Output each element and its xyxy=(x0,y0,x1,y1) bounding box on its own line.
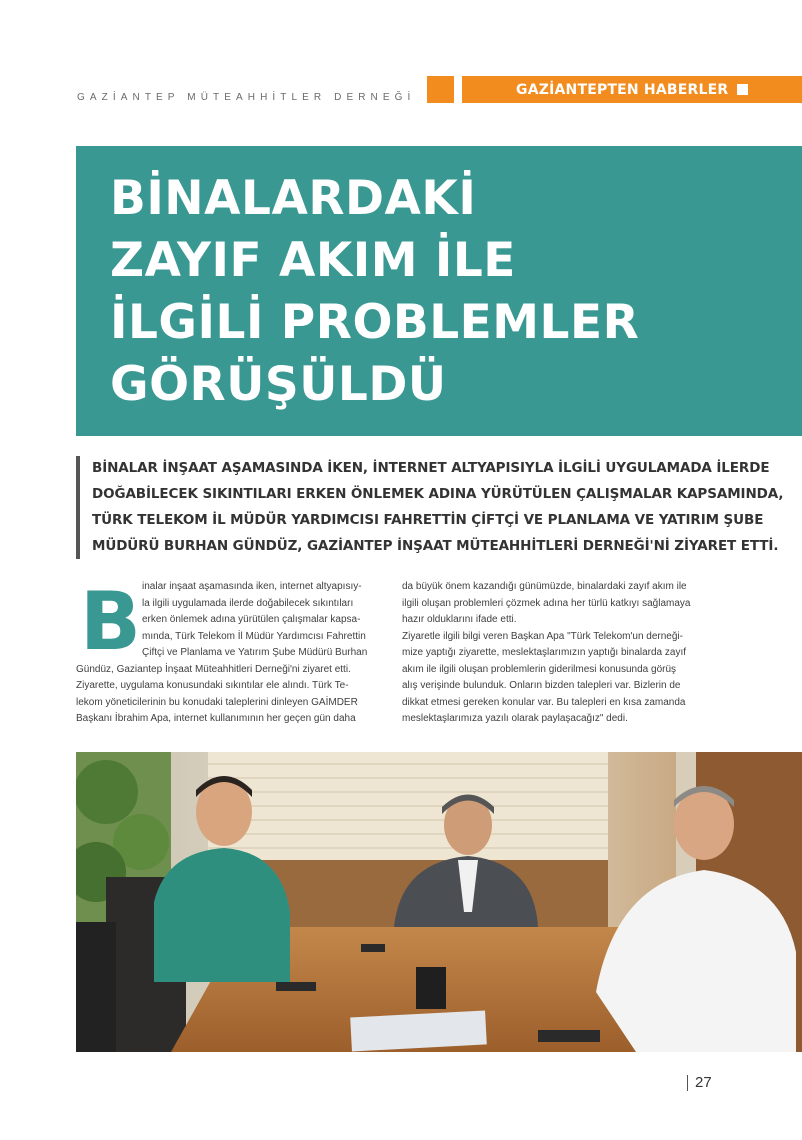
folio-divider xyxy=(687,1075,688,1091)
article-title xyxy=(76,146,802,416)
body-line: la ilgili uygulamada ilerde doğabilecek sıkıntıları xyxy=(142,597,354,609)
body-line: da büyük önem kazandığı günümüzde, binalardaki zayıf akım ile xyxy=(402,581,687,592)
body-line: Gündüz, Gaziantep İnşaat Müteahhitleri Derneği'ni ziyaret etti. xyxy=(76,663,351,675)
body-line: Ziyaretle ilgili bilgi veren Başkan Apa "Türk Telekom'un derneği- xyxy=(402,630,683,642)
title-line: GÖRÜŞÜLDÜ xyxy=(110,357,447,412)
body-line: akım ile ilgili oluşan problemlerin giderilmesi konusunda görüş xyxy=(402,663,677,675)
body-column-2 xyxy=(402,579,716,728)
meeting-photo xyxy=(76,752,802,1052)
lead-line: MÜDÜRÜ BURHAN GÜNDÜZ, GAZİANTEP İNŞAAT MÜTEAHHİTLERİ DERNEĞİ'Nİ ZİYARET ETTİ. xyxy=(92,538,779,554)
square-icon xyxy=(737,84,748,95)
section-label: GAZİANTEPTEN HABERLER xyxy=(516,81,729,98)
title-line: BİNALARDAKİ xyxy=(110,171,477,226)
drop-cap: B xyxy=(80,575,141,668)
title-line: İLGİLİ PROBLEMLER xyxy=(110,295,640,350)
body-line: inalar inşaat aşamasında iken, internet altyapısıy- xyxy=(142,581,362,592)
body-line: mize yaptığı ziyarette, meslektaşlarımızın yaptığı binalarda zayıf xyxy=(402,647,687,658)
body-line: Ziyarette, uygulama konusundaki sıkıntılar ele alındı. Türk Te- xyxy=(76,680,349,691)
lead-line: BİNALAR İNŞAAT AŞAMASINDA İKEN, İNTERNET ALTYAPISIYLA İLGİLİ UYGULAMADA İLERDE xyxy=(92,460,770,476)
body-line: meslektaşlarımıza yazılı olarak paylaşacağız" dedi. xyxy=(402,713,628,724)
lead-line: TÜRK TELEKOM İL MÜDÜR YARDIMCISI FAHRETTİN ÇİFTÇİ VE PLANLAMA VE YATIRIM ŞUBE xyxy=(92,512,764,528)
body-line: lekom yöneticilerinin bu konudaki taleplerini dinleyen GAİMDER xyxy=(76,696,358,708)
lead-rule xyxy=(76,456,80,559)
body-line: Başkanı İbrahim Apa, internet kullanımının her geçen gün daha xyxy=(76,713,356,724)
title-line: ZAYIF AKIM İLE xyxy=(110,233,516,288)
body-line: erken önlemek adına yürütülen çalışmalar kapsa- xyxy=(142,614,361,625)
article-lead xyxy=(92,455,792,559)
body-line: alış verişinde bulunduk. Onların bizden talepleri var. Bizlerin de xyxy=(402,680,681,691)
section-bar xyxy=(462,76,802,103)
body-line: ilgili oluşan problemleri çözmek adına her türlü katkıyı sağlamaya xyxy=(402,597,691,609)
body-line: hazır olduklarını ifade etti. xyxy=(402,614,517,625)
body-line: mında, Türk Telekom İl Müdür Yardımcısı Fahrettin xyxy=(142,630,366,642)
body-line: dikkat etmesi gereken konular var. Bu talepleri en kısa zamanda xyxy=(402,696,686,708)
body-column-1 xyxy=(76,575,387,728)
lead-line: DOĞABİLECEK SIKINTILARI ERKEN ÖNLEMEK ADINA YÜRÜTÜLEN ÇALIŞMALAR KAPSAMINDA, xyxy=(92,486,784,502)
accent-square xyxy=(427,76,454,103)
body-line: Çiftçi ve Planlama ve Yatırım Şube Müdürü Burhan xyxy=(142,647,368,658)
title-banner xyxy=(76,146,802,436)
org-name: GAZİANTEP MÜTEAHHİTLER DERNEĞİ xyxy=(77,92,416,103)
page-number: 27 xyxy=(695,1074,712,1091)
